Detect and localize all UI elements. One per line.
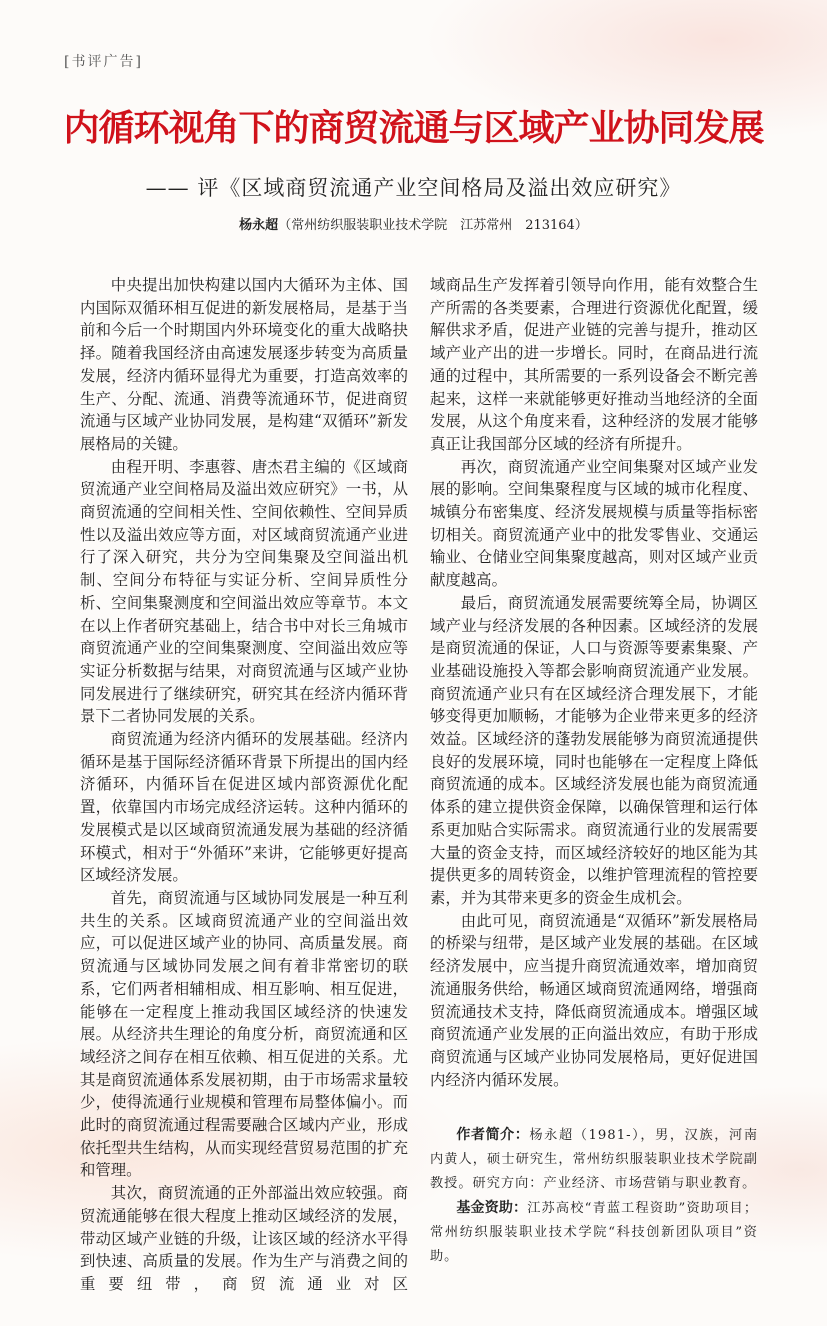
author-name: 杨永超	[239, 218, 279, 233]
paragraph: 再次，商贸流通产业空间集聚对区域产业发展的影响。空间集聚程度与区域的城市化程度、城镇分布密集度、经济发展规模与质量等指标密切相关。商贸流通产业中的批发零售业、交通运输业、仓储业空间集聚度越高，则对区域产业贡献度越高。	[430, 457, 758, 590]
paragraph: 由程开明、李惠蓉、唐杰君主编的《区域商贸流通产业空间格局及溢出效应研究》一书，从商贸流通的空间相关性、空间依赖性、空间异质性以及溢出效应等方面，对区域商贸流通产业进行了深入研究，共分为空间集聚及空间溢出机制、空间分布特征与实证分析、空间异质性分析、空间集聚测度和空间溢出效应等章节。本文在以上作者研究基础上，结合书中对长三角城市商贸流通产业的空间集聚测度、空间溢出效应等实证分析数据与结果，对商贸流通与区域产业协同发展进行了继续研究，研究其在经济内循环背景下二者协同发展的关系。	[80, 457, 408, 726]
article-title: 内循环视角下的商贸流通与区域产业协同发展	[63, 108, 764, 149]
funding	[430, 1196, 758, 1269]
left-column	[80, 274, 408, 1296]
author-intro-label: 作者简介：	[456, 1127, 530, 1144]
paragraph: 商贸流通为经济内循环的发展基础。经济内循环是基于国际经济循环背景下所提出的国内经济循环，内循环旨在促进区域内部资源优化配置，依靠国内市场完成经济运转。这种内循环的发展模式是以区域商贸流通发展为基础的经济循环模式，相对于“外循环”来讲，它能够更好提高区域经济发展。	[80, 730, 408, 885]
paragraph: 域商品生产发挥着引领导向作用，能有效整合生产所需的各类要素，合理进行资源优化配置，缓解供求矛盾，促进产业链的完善与提升，推动区域产业产出的进一步增长。同时，在商品进行流通的过程中，其所需要的一系列设备会不断完善起来，这样一来就能够更好推动当地经济的全面发展，从这个角度来看，这种经济的发展才能够真正让我国部分区域的经济有所提升。	[430, 276, 758, 453]
paragraph: 由此可见，商贸流通是“双循环”新发展格局的桥梁与纽带，是区域产业发展的基础。在区域经济发展中，应当提升商贸流通效率，增加商贸流通服务供给，畅通区域商贸流通网络，增强商贸流通技术支持，降低商贸流通成本。增强区域商贸流通产业发展的正向溢出效应，有助于形成商贸流通与区域产业协同发展格局，更好促进国内经济内循环发展。	[430, 911, 758, 1089]
right-column	[430, 274, 758, 1269]
section-tag: [书评广告]	[64, 54, 143, 70]
author-line	[0, 216, 827, 236]
paragraph: 其次，商贸流通的正外部溢出效应较强。商贸流通能够在很大程度上推动区域经济的发展，带动区域产业链的升级，让该区域的经济水平得到快速、高质量的发展。作为生产与消费之间的重要纽带，商贸流通业对区	[80, 1184, 408, 1293]
author-bio	[430, 1123, 758, 1269]
author-affiliation: （常州纺织服装职业技术学院 江苏常州 213164）	[278, 218, 588, 233]
paragraph: 中央提出加快构建以国内大循环为主体、国内国际双循环相互促进的新发展格局，是基于当前和今后一个时期国内外环境变化的重大战略抉择。随着我国经济由高速发展逐步转变为高质量发展，经济内循环显得尤为重要，打造高效率的生产、分配、流通、消费等流通环节，促进商贸流通与区域产业协同发展，是构建“双循环”新发展格局的关键。	[80, 276, 408, 453]
paragraph: 最后，商贸流通发展需要统筹全局，协调区域产业与经济发展的各种因素。区域经济的发展是商贸流通的保证，人口与资源等要素集聚、产业基础设施投入等都会影响商贸流通产业发展。商贸流通产业只有在区域经济合理发展下，才能够变得更加顺畅，才能够为企业带来更多的经济效益。区域经济的蓬勃发展能够为商贸流通提供良好的发展环境，同时也能够在一定程度上降低商贸流通的成本。区域经济发展也能为商贸流通体系的建立提供资金保障，以确保管理和运行体系更加贴合实际需求。商贸流通行业的发展需要大量的资金支持，而区域经济较好的地区能为其提供更多的周转资金，以维护管理流程的管控要素，并为其带来更多的资金生成机会。	[430, 593, 758, 907]
funding-text: 江苏高校“青蓝工程资助”资助项目；常州纺织服装职业技术学院“科技创新团队项目”资助。	[430, 1201, 759, 1265]
funding-label: 基金资助：	[456, 1200, 528, 1217]
paragraph: 首先，商贸流通与区域协同发展是一种互利共生的关系。区域商贸流通产业的空间溢出效应，可以促进区域产业的协同、高质量发展。商贸流通与区域协同发展之间有着非常密切的联系，它们两者相辅相成、相互影响、相互促进，能够在一定程度上推动我国区域经济的快速发展。从经济共生理论的角度分析，商贸流通和区域经济之间存在相互依赖、相互促进的关系。尤其是商贸流通体系发展初期，由于市场需求量较少，使得流通行业规模和管理布局整体偏小。而此时的商贸流通过程需要融合区域内产业，形成依托型共生结构，从而实现经营贸易范围的扩充和管理。	[80, 888, 408, 1180]
author-intro-text: 杨永超（1981-），男，汉族，河南内黄人，硕士研究生，常州纺织服装职业技术学院副教授。研究方向：产业经济、市场营销与职业教育。	[430, 1128, 759, 1192]
article-subtitle: —— 评《区域商贸流通产业空间格局及溢出效应研究》	[145, 176, 682, 200]
author-intro	[430, 1123, 758, 1196]
body-columns	[0, 274, 827, 1296]
